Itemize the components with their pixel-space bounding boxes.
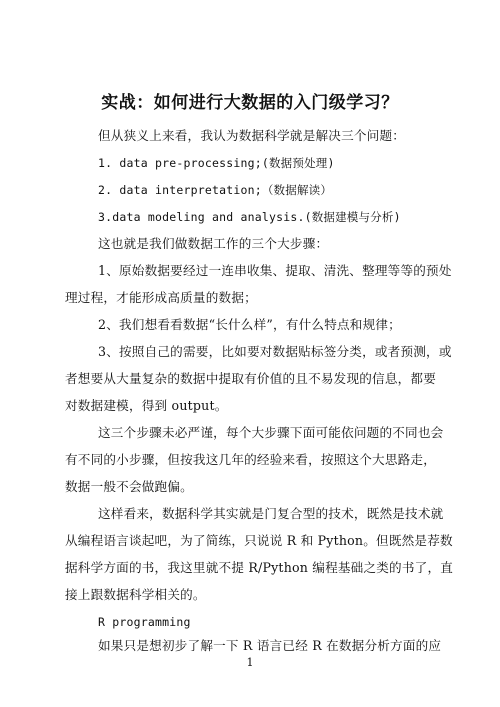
page-number: 1 [246,656,254,669]
list-item-1: 1. data pre-processing;(数据预处理) [98,156,335,170]
r-programming-heading: R programming [98,615,191,629]
page-title: 实战：如何进行大数据的入门级学习？ [101,93,399,113]
para2-line1: 这样看来，数据科学其实就是门复合型的技术，既然是技术就 [98,506,444,521]
step1-line1: 1、原始数据要经过一连串收集、提取、清洗、整理等等的预处 [98,263,452,278]
step3-line1: 3、按照自己的需要，比如要对数据贴标签分类，或者预测，或 [98,344,452,359]
step1-line2: 理过程，才能形成高质量的数据； [65,290,257,305]
para1-line1: 这三个步骤未必严谨，每个大步骤下面可能依问题的不同也会 [98,425,444,440]
para2-line3: 据科学方面的书，我这里就不提 R/Python 编程基础之类的书了，直 [65,560,454,575]
list-item-2: 2. data interpretation;（数据解读） [98,183,333,197]
list-item-3: 3.data modeling and analysis.(数据建模与分析) [98,210,401,224]
step3-line3: 对数据建模，得到 output。 [65,398,228,413]
para2-line2: 从编程语言谈起吧，为了简练，只说说 R 和 Python。但既然是荐数 [65,533,453,548]
steps-intro: 这也就是我们做数据工作的三个大步骤： [98,236,329,251]
para1-line2: 有不同的小步骤，但按我这几年的经验来看，按照这个大思路走， [65,452,437,467]
para1-line3: 数据一般不会做跑偏。 [65,479,193,494]
para3-line1: 如果只是想初步了解一下 R 语言已经 R 在数据分析方面的应 [98,638,442,653]
para2-line4: 接上跟数据科学相关的。 [65,587,206,602]
intro-text: 但从狭义上来看，我认为数据科学就是解决三个问题： [98,128,406,143]
step2-line: 2、我们想看看数据“长什么样”，有什么特点和规律； [98,317,401,332]
step3-line2: 者想要从大量复杂的数据中提取有价值的且不易发现的信息，都要 [65,371,437,386]
